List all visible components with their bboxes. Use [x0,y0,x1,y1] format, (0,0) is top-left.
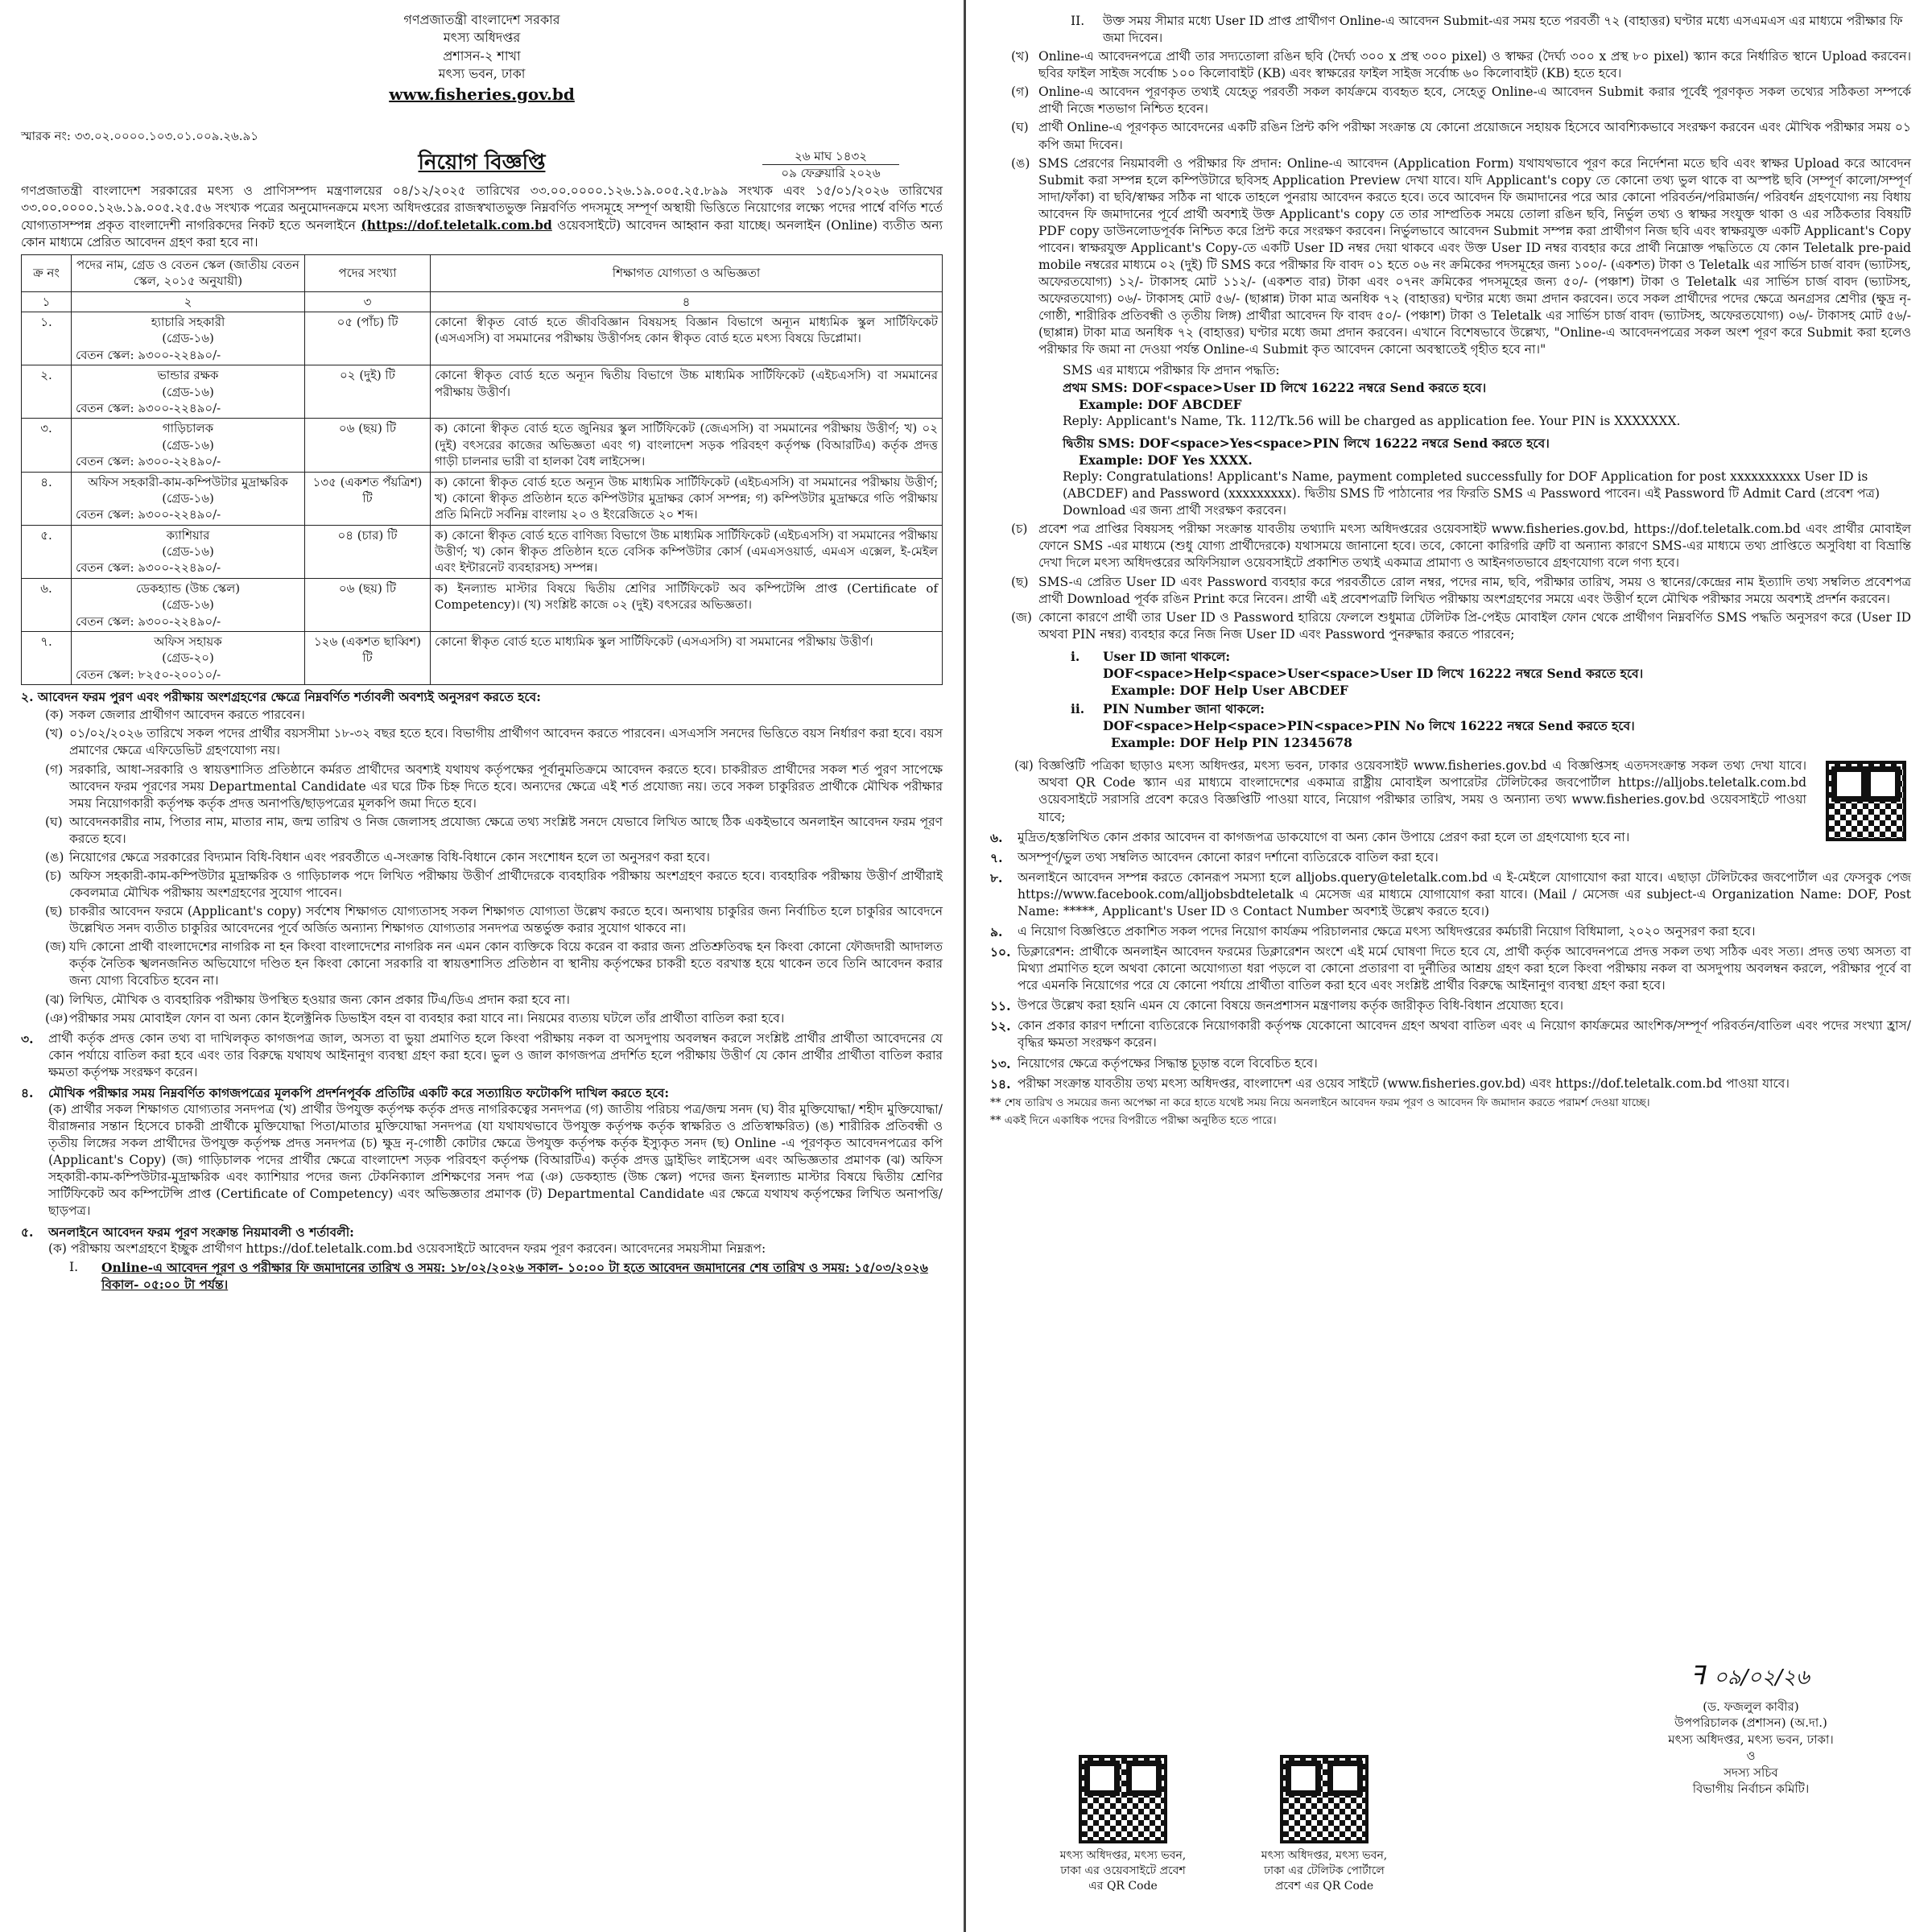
item-text: অফিস সহকারী-কাম-কম্পিউটার মুদ্রাক্ষরিক ও গাড়িচালক পদে লিখিত পরীক্ষায় উত্তীর্ণ প্রার্থীদেরকে ব্যবহারিক পরীক্ষায় অংশগ্রহণ করতে হবে। ব্যবহারিক পরীক্ষায় উত্তীর্ণ প্রার্থীরাই কেবলমাত্র মৌখিক পরীক্ষায় অংশগ্রহণের সুযোগ পাবেন। [69,868,943,901]
row-post [72,312,305,365]
item-text: অসম্পূর্ণ/ভুল তথ্য সম্বলিত আবেদন কোনো কারণ দর্শানো ব্যতিরেকে বাতিল করা হবে। [1018,849,1439,865]
row-count: ০৬ (ছয়) টি [305,419,431,472]
list-item [21,903,943,937]
section-2-heading: ২. আবেদন ফরম পুরণ এবং পরীক্ষায় অংশগ্রহণের ক্ষেত্রে নিম্নবর্ণিত শর্তাবলী অবশ্যই অনুসরণ করতে হবে: [21,689,541,705]
row-serial: ৪. [22,472,72,525]
signature-date: ০৯/০২/২৬ [1713,1666,1810,1690]
item-marker: (ছ) [1011,574,1029,589]
post-name: ক্যাশিয়ার [166,527,210,543]
row-post [72,578,305,631]
row-post [72,365,305,419]
th-qualification: শিক্ষাগত যোগ্যতা ও অভিজ্ঞতা [431,254,943,291]
row-count: ১৩৫ (একশত পঁয়ত্রিশ) টি [305,472,431,525]
list-item [21,992,943,1009]
section-5-ii-marker: II. [1071,14,1085,28]
header-website-link[interactable]: www.fisheries.gov.bd [389,84,575,104]
section-5-marker: ৫. [21,1224,34,1240]
item-marker: (জ) [1011,609,1032,625]
item-marker: (ঙ) [45,849,64,865]
recover-i-example: Example: DOF Help User ABCDEF [1111,682,1348,698]
row-serial: ৭. [22,632,72,685]
th-post: পদের নাম, গ্রেড ও বেতন স্কেল (জাতীয় বেতন স্কেল, ২০১৫ অনুযায়ী) [72,254,305,291]
row-post [72,632,305,685]
post-name: অফিস সহকারী-কাম-কম্পিউটার মুদ্রাক্ষরিক [88,474,288,489]
sms-first-reply: Reply: Applicant's Name, Tk. 112/Tk.56 will be charged as application fee. Your PIN is XXXXXXX. [1063,413,1681,428]
item-text: কোন প্রকার কারণ দর্শানো ব্যতিরেকে নিয়োগকারী কর্তৃপক্ষ যেকোনো আবেদন গ্রহণ অথবা বাতিল এবং এ নিয়োগ কার্যক্রমের আংশিক/সম্পূর্ণ পরিবর্তন/বাতিল এবং পদের সংখ্যা হ্রাস/বৃদ্ধির ক্ষমতা সংরক্ষণ করেন। [1018,1018,1911,1051]
signatory-role-1: সদস্য সচিব [1724,1765,1778,1780]
numbered-items [990,829,1911,1092]
section-3-text: প্রার্থী কর্তৃক প্রদত্ত কোন তথ্য বা দাখিলকৃত কাগজপত্র জাল, অসত্য বা ভুয়া প্রমাণিত হলে কিংবা পরীক্ষায় নকল বা অসদুপায় অবলম্বন করলে সংশ্লিষ্ট প্রার্থীর প্রার্থীতা আবেদনের যে কোন পর্যায়ে বাতিল করা হবে এবং তার বিরুদ্ধে যথাযথ আইনানুগ ব্যবস্থা গ্রহণ করা হবে। ভুল ও জাল কাগজপত্র প্রদর্শিত হলে পরীক্ষায় উত্তীর্ণ যে কোন প্রার্থীর প্রার্থীতা বাতিল করার ক্ষমতা কর্তৃপক্ষ সংরক্ষণ করেন। [48,1030,943,1080]
item-text: Online-এ আবেদনপত্রে প্রার্থী তার সদ্যতোলা রঙিন ছবি (দৈর্ঘ্য ৩০০ x প্রস্থ ৩০০ pixel) ও স্বাক্ষর (দৈর্ঘ্য ৩০০ x প্রস্থ ৮০ pixel) স্ক্যান করে নির্ধারিত স্থানে Upload করবেন। ছবির ফাইল সাইজ সর্বোচ্চ ১০০ কিলোবাইট (KB) এবং স্বাক্ষরের ফাইল সাইজ সর্বোচ্চ ৬০ কিলোবাইট (KB) হতে হবে। [1038,49,1911,81]
qr-website [1055,1755,1191,1894]
table-row [22,365,943,419]
signature-icon: ꟻ ০৯/০২/২৬ [1692,1660,1810,1690]
post-name: গাড়িচালক [162,421,214,436]
row-qualification: ক) কোনো স্বীকৃত বোর্ড হতে জুনিয়র স্কুল সার্টিফিকেট (জেএসসি) বা সমমানের পরীক্ষায় উত্তীর্ণ; খ) ০২ (দুই) বৎসরের কাজের অভিজ্ঞতা এবং গ) বাংলাদেশ সড়ক পরিবহণ কর্তৃপক্ষ (বিআরটিএ) কর্তৃক প্রদত্ত গাড়ী চালনার ভারী বা হালকা বৈধ লাইসেন্স। [431,419,943,472]
intro-tail: ওয়েবসাইটে) আবেদন আহ্বান করা যাচ্ছে। অনলাইন (Online) ব্যতীত অন্য কোন মাধ্যমে প্রেরিত আবেদন গ্রহণ করা হবে না। [21,217,943,250]
section-3 [21,1030,943,1081]
item-marker: (গ) [45,762,64,777]
signatory-office: মৎস্য অধিদপ্তর, মৎস্য ভবন, ঢাকা। [1668,1732,1834,1747]
list-item [990,997,1911,1014]
recover-i-command: DOF<space>Help<space>User<space>User ID লিখে 16222 নম্বরে Send করতে হবে। [1103,665,1644,681]
notice-page-right [966,0,1932,1932]
post-pay-scale: বেতন স্কেল: ৯৩০০-২২৪৯০/- [76,613,221,629]
intro-text: গণপ্রজাতন্ত্রী বাংলাদেশ সরকারের মৎস্য ও প্রাণিসম্পদ মন্ত্রণালয়ের ০৪/১২/২০২৫ তারিখের ৩৩.০০.০০০০.১২৬.১৯.০০৫.২৫.৮৯৯ সংখ্যক এবং ১৫/০১/২০২৬ তারিখের ৩৩.০০.০০০০.১২৬.১৯.০০৫.২৫.৫৬ সংখ্যক পত্রের অনুমোদনক্রমে মৎস্য অধিদপ্তরের রাজস্বখাতভুক্ত নিম্নবর্ণিত পদসমূহে সম্পূর্ণ অস্থায়ী ভিত্তিতে নিয়োগের লক্ষ্যে পদের পার্শ্বে বর্ণিত শর্তে যোগ্যতাসম্পন্ন প্রকৃত বাংলাদেশী নাগরিকদের নিকট হতে অনলাইনে [21,183,943,233]
recover-user-id [990,648,1911,699]
item-marker: (খ) [45,726,64,741]
list-item [990,521,1911,572]
item-text: চাকরীর আবেদন ফরমে (Applicant's copy) সর্বশেষ শিক্ষাগত যোগ্যতাসহ সকল শিক্ষাগত যোগ্যতা উল্লেখ করতে হবে। অন্যথায় চাকুরির জন্য নির্বাচিত হলে চাকুরির আবেদনে উল্লেখিত সনদ ব্যতীত চাকুরির আবেদনের পূর্বে অর্জিত অন্যান্য শিক্ষাগত যোগ্যতার সনদপত্র অন্তর্ভুক্ত করার সুযোগ থাকবে না। [69,904,943,936]
signatory-and: ও [1746,1748,1756,1764]
date-english: ০৯ ফেব্রুয়ারি ২০২৬ [781,166,881,181]
signatory-name: (ড. ফজলুল কাবীর) [1703,1699,1799,1714]
row-count: ১২৬ (একশত ছাব্বিশ) টি [305,632,431,685]
colnum-1: ১ [22,291,72,312]
item-text: পরীক্ষা সংক্রান্ত যাবতীয় তথ্য মৎস্য অধিদপ্তর, বাংলাদেশ এর ওয়েব সাইটে (www.fisheries.gov.bd) এবং https://dof.teletalk.com.bd পাওয়া যাবে। [1018,1075,1790,1091]
item-marker: ১০. [990,944,1011,960]
sms-second: দ্বিতীয় SMS: DOF<space>Yes<space>PIN লিখে 16222 নম্বরে Send করতে হবে। [1063,435,1550,451]
row-qualification: কোনো স্বীকৃত বোর্ড হতে অন্যূন দ্বিতীয় বিভাগে উচ্চ মাধ্যমিক সার্টিফিকেট (এইচএসসি) বা সমমানের পরীক্ষায় উত্তীর্ণ। [431,365,943,419]
table-row [22,578,943,631]
list-item [990,574,1911,608]
item-text: অনলাইনে আবেদন সম্পন্ন করতে কোনরূপ সমস্যা হলে alljobs.query@teletalk.com.bd এ ই-মেইলে যোগাযোগ করা যাবে। এছাড়া টেলিটকের জবপোর্টাল এর ফেসবুক পেজ https://www.facebook.com/alljobsbdteletalk এ মেসেজ এর মাধ্যমে যোগাযোগ করা যাবে। (Mail / মেসেজ এর subject-এ Organization Name: DOF, Post Name: *****, Applicant's User ID ও Contact Number অবশ্যই উল্লেখ করতে হবে।) [1018,869,1911,919]
item-marker: (খ) [1011,49,1030,64]
list-item [990,1018,1911,1051]
row-qualification: ক) ইনল্যান্ড মাস্টার বিষয়ে দ্বিতীয় শ্রেণির সার্টিফিকেট অব কম্পিটেন্সি প্রাপ্ত (Certificate of Competency)। (খ) সংশ্লিষ্ট কাজে ০২ (দুই) বৎসরের অভিজ্ঞতা। [431,578,943,631]
item-marker: ৬. [990,829,1003,845]
recover-ii-marker: ii. [1071,701,1085,717]
list-item [21,939,943,989]
table-colnum-row [22,291,943,312]
list-item [990,849,1911,866]
colnum-3: ৩ [305,291,431,312]
recover-pin [990,700,1911,751]
post-name: হ্যাচারি সহকারী [151,314,225,329]
row-count: ০২ (দুই) টি [305,365,431,419]
post-pay-scale: বেতন স্কেল: ৮২৫০-২০০১০/- [76,667,221,682]
item-marker: (ছ) [45,904,63,919]
item-text: লিখিত, মৌখিক ও ব্যবহারিক পরীক্ষায় উপস্থিত হওয়ার জন্য কোন প্রকার টিএ/ডিএ প্রদান করা হবে না। [69,992,570,1007]
section-4-marker: ৪. [21,1084,34,1100]
memo-number: স্মারক নং: ৩৩.০২.০০০০.১০৩.০১.০০৯.২৬.৯১ [21,128,259,143]
item-marker: ১৩. [990,1055,1011,1071]
footnote-1: ** শেষ তারিখ ও সময়ের জন্য অপেক্ষা না করে হাতে যথেষ্ট সময় নিয়ে অনলাইনে আবেদন ফরম পূরণ ও আবেদন ফি জমাদান করতে পরামর্শ দেওয়া যাচ্ছে। [990,1096,1650,1109]
th-count: পদের সংখ্যা [305,254,431,291]
row-qualification: কোনো স্বীকৃত বোর্ড হতে জীববিজ্ঞান বিষয়সহ বিজ্ঞান বিভাগে অন্যূন মাধ্যমিক স্কুল সার্টিফিকেট (এসএসসি) বা সমমানের পরীক্ষায় উত্তীর্ণসহ কোন স্বীকৃত বোর্ড হতে মৎস্য বিষয়ে ডিপ্লোমা। [431,312,943,365]
th-serial: ক্র নং [22,254,72,291]
post-grade: (গ্রেড-১৬) [162,597,214,613]
list-item [990,829,1911,846]
item-marker: (ঘ) [1011,120,1029,135]
signatory-role-2: বিভাগীয় নির্বাচন কমিটি। [1692,1781,1810,1796]
list-item [21,814,943,848]
item-jh-marker: (ঝ) [1014,758,1034,774]
table-row [22,419,943,472]
notice-dates [762,148,899,182]
colnum-4: ৪ [431,291,943,312]
footnote-2: ** একই দিনে একাধিক পদের বিপরীতে পরীক্ষা অনুষ্ঠিত হতে পারে। [990,1114,1277,1128]
section-5-items-b [990,521,1911,643]
posts-table [21,254,943,685]
qr-teletalk-caption: মৎস্য অধিদপ্তর, মৎস্য ভবন, ঢাকা এর টেলিটক পোর্টালে প্রবেশ এর QR Code [1261,1849,1388,1893]
list-item [21,849,943,866]
list-item [990,119,1911,153]
notice-title: নিয়োগ বিজ্ঞপ্তি [418,151,546,175]
item-text: ০১/০২/২০২৬ তারিখে সকল পদের প্রার্থীর বয়সসীমা ১৮-৩২ বছর হতে হবে। বিভাগীয় প্রার্থীগণ আবেদন করতে পারবেন। এসএসসি সনদের ভিত্তিতে বয়স নির্ধারণ করা হবে। বয়স প্রমাণের ক্ষেত্রে এফিডেভিট গ্রহণযোগ্য নয়। [69,726,943,758]
section-2-items [21,707,943,1026]
item-text: SMS-এ প্রেরিত User ID এবং Password ব্যবহার করে পরবর্তীতে রোল নম্বর, পদের নাম, ছবি, পরীক্ষার তারিখ, সময় ও স্থানের/কেন্দ্রের নাম ইত্যাদি তথ্য সম্বলিত প্রবেশপত্র প্রার্থী Download পূর্বক রঙিন Print করে নিবেন। প্রার্থী এই প্রবেশপত্রটি লিখিত পরীক্ষায় অংশগ্রহণের সময়ে এবং উত্তীর্ণ হলে মৌখিক পরীক্ষার সময়ে অবশ্যই প্রদর্শন করবেন। [1038,574,1911,606]
posts-table-body [22,312,943,684]
row-serial: ২. [22,365,72,419]
post-name: ভান্ডার রক্ষক [157,368,219,383]
row-post [72,525,305,578]
section-5-i-marker: I. [69,1259,79,1274]
table-header-row [22,254,943,291]
row-post [72,472,305,525]
item-jh-text: বিজ্ঞপ্তিটি পত্রিকা ছাড়াও মৎস্য অধিদপ্তর, মৎস্য ভবন, ঢাকার ওয়েবসাইট www.fisheries.gov.bd এ বিজ্ঞপ্তিসহ এতদসংক্রান্ত সকল তথ্য দেখা যাবে। অথবা QR Code স্ক্যান এর মাধ্যমে বাংলাদেশের একমাত্র রাষ্ট্রীয় মোবাইল অপারেটর টেলিটকের জবপোর্টাল https://alljobs.teletalk.com.bd ওয়েবসাইটে সরাসরি প্রবেশ করেও বিজ্ঞপ্তিটি পাওয়া যাবে, নিয়োগ পরীক্ষার তারিখ, সময় ও অন্যান্য তথ্য www.fisheries.gov.bd ওয়েবসাইটে পাওয়া যাবে; [1038,758,1806,824]
post-grade: (গ্রেড-১৬) [162,437,214,452]
item-marker: ১৪. [990,1075,1011,1092]
item-text: নিয়োগের ক্ষেত্রে কর্তৃপক্ষের সিদ্ধান্ত চূড়ান্ত বলে বিবেচিত হবে। [1018,1055,1318,1071]
item-text: নিয়োগের ক্ষেত্রে সরকারের বিদ্যমান বিধি-বিধান এবং পরবর্তীতে এ-সংক্রান্ত বিধি-বিধানে কোন সংশোধন হলে তা অনুসরণ করা হবে। [69,849,710,865]
item-text: প্রার্থী Online-এ পূরণকৃত আবেদনের একটি রঙিন প্রিন্ট কপি পরীক্ষা সংক্রান্ত যে কোনো প্রয়োজনে সহায়ক হিসেবে আবশ্যিকভাবে সংরক্ষণ করবেন এবং মৌখিক পরীক্ষার সময় ০১ কপি জমা দিবেন। [1038,120,1911,152]
post-grade: (গ্রেড-১৬) [162,490,214,506]
list-item [990,869,1911,920]
section-5-heading: অনলাইনে আবেদন ফরম পূরণ সংক্রান্ত নিয়মাবলী ও শর্তাবলী: [48,1224,354,1240]
sms-first-example: Example: DOF ABCDEF [1079,396,1242,412]
item-marker: ৭. [990,849,1003,865]
row-count: ০৬ (ছয়) টি [305,578,431,631]
list-item [21,868,943,902]
item-text: পরীক্ষার সময় মোবাইল ফোন বা অন্য কোন ইলেক্ট্রনিক ডিভাইস বহন বা ব্যবহার করা যাবে না। নিয়মের ব্যত্যয় ঘটলে তাঁর প্রার্থীতা বাতিল করা হবে। [69,1010,785,1026]
section-3-marker: ৩. [21,1030,34,1046]
row-post [72,419,305,472]
post-name: ডেকহ্যান্ড (উচ্চ স্কেল) [135,580,241,596]
table-row [22,632,943,685]
section-2 [21,688,943,1026]
list-item [990,609,1911,643]
office-header [21,11,943,105]
item-marker: (চ) [45,868,62,883]
item-text: এ নিয়োগ বিজ্ঞপ্তিতে প্রকাশিত সকল পদের নিয়োগ কার্যক্রম পরিচালনার ক্ষেত্রে মৎস্য অধিদপ্তরের কর্মচারী নিয়োগ বিধিমালা, ২০২০ অনুসরণ করা হবে। [1018,923,1756,939]
item-text: কোনো কারণে প্রার্থী তার User ID ও Password হারিয়ে ফেললে শুধুমাত্র টেলিটক প্রি-পেইড মোবাইল ফোন থেকে প্রার্থীগণ নিম্নবর্ণিত SMS পদ্ধতি অনুসরণ করে (User ID অথবা PIN নম্বর) ব্যবহার করে নিজ নিজ User ID এবং Password পুনরুদ্ধার করতে পারবেন; [1038,609,1911,642]
list-item [990,1075,1911,1092]
recover-ii-example: Example: DOF Help PIN 12345678 [1111,735,1352,751]
post-grade: (গ্রেড-১৬) [162,384,214,399]
item-jh [990,758,1911,825]
sms-first: প্রথম SMS: DOF<space>User ID লিখে 16222 নম্বরে Send করতে হবে। [1063,379,1487,395]
section-4-heading: মৌখিক পরীক্ষার সময় নিম্নবর্ণিত কাগজপত্রের মূলকপি প্রদর্শনপূর্বক প্রতিটির একটি করে সত্যায়িত ফটোকপি দাখিল করতে হবে: [48,1084,670,1100]
sms-second-example: Example: DOF Yes XXXX. [1079,452,1253,468]
table-row [22,472,943,525]
post-grade: (গ্রেড-২০) [162,650,214,666]
header-branch: প্রশাসন-২ শাখা [443,47,521,64]
header-department: মৎস্য অধিদপ্তর [443,30,521,46]
item-marker: (ঞ) [45,1010,68,1026]
row-serial: ৩. [22,419,72,472]
item-marker: ১১. [990,998,1011,1014]
row-count: ০৪ (চার) টি [305,525,431,578]
section-5-i-text: Online-এ আবেদন পূরণ ও পরীক্ষার ফি জমাদানের তারিখ ও সময়: ১৮/০২/২০২৬ সকাল- ১০:০০ টা হতে আবেদন জমাদানের শেষ তারিখ ও সময়: ১৫/০৩/২০২৬ বিকাল- ০৫:০০ টা পর্যন্ত। [101,1259,928,1292]
sms-heading: SMS এর মাধ্যমে পরীক্ষার ফি প্রদান পদ্ধতি: [1063,362,1280,378]
sms-procedure [990,362,1911,520]
section-5-k: (ক) পরীক্ষায় অংশগ্রহণে ইচ্ছুক প্রার্থীগণ https://dof.teletalk.com.bd ওয়েবসাইটে আবেদন ফরম পূরণ করবেন। আবেদনের সময়সীমা নিম্নরূপ: [48,1241,766,1256]
item-text: যদি কোনো প্রার্থী বাংলাদেশের নাগরিক না হন কিংবা বাংলাদেশের নাগরিক নন এমন কোন ব্যক্তিকে বিয়ে করেন বা করার জন্য প্রতিশ্রুতিবদ্ধ হন কিংবা কোনো ফৌজদারী আদালত কর্তৃক নৈতিক স্খলনজনিত অভিযোগে দণ্ডিত হন কিংবা কোনো সরকারি বা স্বায়ত্তশাসিত প্রতিষ্ঠান বা স্থানীয় কর্তৃপক্ষের চাকরী হতে বরখাস্ত হয়ে থাকেন তবে তিনি আবেদন করার জন্য যোগ্য বিবেচিত হবেন না। [69,939,943,989]
intro-teletalk-link[interactable]: (https://dof.teletalk.com.bd [361,217,552,233]
post-pay-scale: বেতন স্কেল: ৯৩০০-২২৪৯০/- [76,400,221,415]
recover-i-marker: i. [1071,648,1080,664]
section-5-ii-text: উক্ত সময় সীমার মধ্যে User ID প্রাপ্ত প্রার্থীগণ Online-এ আবেদন Submit-এর সময় হতে পরবর্তী ৭২ (বাহাত্তর) ঘণ্টার মধ্যে এসএমএস এর মাধ্যমে পরীক্ষার ফি জমা দিবেন। [1103,14,1903,46]
item-text: ডিক্লারেশন: প্রার্থীকে অনলাইন আবেদন ফরমের ডিক্লারেশন অংশে এই মর্মে ঘোষণা দিতে হবে যে, প্রার্থী কর্তৃক আবেদনপত্রে প্রদত্ত সকল তথ্য সঠিক এবং সত্য। প্রদত্ত তথ্য অসত্য বা মিথ্যা প্রমাণিত হলে অথবা কোনো অযোগ্যতা ধরা পড়লে বা কোনো প্রতারণা বা দুর্নীতির আশ্রয় গ্রহণ করা হলে কিংবা পরীক্ষায় নকল বা অসদুপায় অবলম্বন করলে, পরীক্ষার পূর্বে বা পরে এমনকি নিয়োগের পরে যে কোনো পর্যায়ে প্রার্থীতা বাতিল করা হবে এবং সংশ্লিষ্ট প্রার্থীর বিরুদ্ধে আইনানুগ ব্যবস্থা গ্রহণ করা হবে। [1018,944,1911,993]
list-item [990,1055,1911,1072]
sms-second-reply: Reply: Congratulations! Applicant's Name, payment completed successfully for DOF Application for post xxxxxxxxxx User ID is (ABCDEF) and Password (xxxxxxxxx). দ্বিতীয় SMS টি পাঠানোর পর ফিরতি SMS এ Password পাবেন। এই Password টি Admit Card (প্রবেশ পত্র) Download এর জন্য প্রার্থী সংরক্ষণ করবেন। [1063,469,1880,518]
section-5-ii [990,13,1911,47]
post-grade: (গ্রেড-১৬) [162,331,214,346]
recover-ii-heading: PIN Number জানা থাকলে: [1103,701,1265,717]
post-pay-scale: বেতন স্কেল: ৯৩০০-২২৪৯০/- [76,454,221,469]
signature-block [1618,1658,1884,1797]
recover-ii-command: DOF<space>Help<space>PIN<space>PIN No লিখে 16222 নম্বরে Send করতে হবে। [1103,718,1635,734]
item-text: Online-এ আবেদন পূরণকৃত তথ্যই যেহেতু পরবর্তী সকল কার্যক্রমে ব্যবহৃত হবে, সেহেতু Online-এ আবেদন Submit করার পূর্বেই পূরণকৃত সকল তথ্যের সঠিকতা সম্পর্কে প্রার্থী নিজে শতভাগ নিশ্চিত হবেন। [1038,85,1911,117]
qr-teletalk [1256,1755,1393,1894]
item-text: SMS প্রেরণের নিয়মাবলী ও পরীক্ষার ফি প্রদান: Online-এ আবেদন (Application Form) যথাযথভাবে পূরণ করে নির্দেশনা মতে ছবি এবং স্বাক্ষর Upload করে আবেদন Submit করা সম্পন্ন হলে কম্পিউটারে ছবিসহ Application Preview দেখা যাবে। যদি Applicant's copy তে কোনো তথ্য ভুল থাকে বা অস্পষ্ট ছবি (সম্পূর্ণ কালো/সম্পূর্ণ সাদা/ফাঁকা) বা ছবি/স্বাক্ষর সঠিক না থাকে তাহলে পুনরায় আবেদন করতে হবে। তবে আবেদন ফি জমাদানের পরে আর কোনো পরিবর্তন/পরিমার্জন/ পরিবর্ধন গ্রহণযোগ্য নয় বিধায় আবেদন ফি জমাদানের পূর্বে প্রার্থী অবশ্যই উক্ত Applicant's copy তে তার সাম্প্রতিক সময়ে তোলা রঙিন ছবি, নির্ভুল তথ্য ও স্বাক্ষর সংযুক্ত থাকা ও এর সঠিকতার বিষয়টি PDF copy ডাউনলোডপূর্বক নিশ্চিত করে প্রিন্ট করে সংরক্ষণ করবেন। নির্ভুলভাবে আবেদন Submit সম্পন্ন করা প্রার্থীগণ নিজ ছবি এবং স্বাক্ষরযুক্ত একটি Applicant's Copy পাবেন। স্বাক্ষরযুক্ত Applicant's Copy-তে একটি User ID নম্বর দেয়া থাকবে এবং উক্ত User ID নম্বর ব্যবহার করে প্রার্থী নিম্নোক্ত পদ্ধতিতে যে কোন Teletalk pre-paid mobile নম্বরের মাধ্যমে ০২ (দুই) টি SMS করে পরীক্ষার ফি বাবদ ০১ হতে ০৬ নং ক্রমিকের পদসমূহের জন্য ১০০/- (একশত) টাকা ও Teletalk এর সার্ভিস চার্জ বাবদ (ভ্যাটসহ, অফেরতযোগ্য) ১২/- টাকাসহ মোট ১১২/- (একশত বার) টাকা এবং ০৭নং ক্রমিকের পদসমূহের জন্য ৫০/- (পঞ্চাশ) টাকা ও Teletalk এর সার্ভিস চার্জ বাবদ (ভ্যাটসহ, অফেরতযোগ্য) ০৬/- টাকাসহ মোট ৫৬/- (ছাপ্পান্ন) টাকা মাত্র অনধিক ৭২ (বাহাত্তর) ঘণ্টার মধ্যে জমা প্রদান করবেন। তবে সকল প্রার্থীদের পদের ক্ষেত্রে অনগ্রসর শ্রেণীর (ক্ষুদ্র নৃ-গোষ্ঠী, শারীরিক প্রতিবন্ধী ও তৃতীয় লিঙ্গ) প্রার্থীরা আবেদন ফি বাবদ ৫০/- (পঞ্চাশ) টাকা ও Teletalk এর সার্ভিস চার্জ বাবদ (ভ্যাটসহ, অফেরতযোগ্য) ০৬/- টাকাসহ মোট ৫৬/- (ছাপ্পান্ন) টাকা মাত্র অনধিক ৭২ (বাহাত্তর) ঘণ্টার মধ্যে জমা প্রদান করবেন। এখানে বিশেষভাবে উল্লেখ্য, "Online-এ আবেদনপত্রের সকল অংশ পূরণ করে Submit করা হলেও পরীক্ষার ফি জমা না দেওয়া পর্যন্ত Online-এ Submit কৃত আবেদন কোনো অবস্থাতেই গৃহীত হবে না।" [1038,155,1911,357]
row-serial: ৫. [22,525,72,578]
list-item [990,155,1911,359]
section-4-body: (ক) প্রার্থীর সকল শিক্ষাগত যোগ্যতার সনদপত্র (খ) প্রার্থীর উপযুক্ত কর্তৃপক্ষ কর্তৃক প্রদত্ত নাগরিকত্বের সনদপত্র (গ) জাতীয় পরিচয় পত্র/জন্ম সনদ (ঘ) বীর মুক্তিযোদ্ধা/ শহীদ মুক্তিযোদ্ধা/ বীরাঙ্গনার সন্তান হিসেবে চাকরী প্রার্থীকে মুক্তিযোদ্ধা পিতা/মাতার মুক্তিযোদ্ধা সনদপত্র (যা যথাযথভাবে উপযুক্ত কর্তৃপক্ষ কর্তৃক স্বাক্ষরিত ও প্রতিস্বাক্ষরিত) (ঙ) শারীরিক প্রতিবন্ধী ও তৃতীয় লিঙ্গের সকল প্রার্থীদের উপযুক্ত কর্তৃপক্ষ প্রদত্ত সনদপত্র (চ) ক্ষুদ্র নৃ-গোষ্ঠী কোটার ক্ষেত্রে উপযুক্ত কর্তৃপক্ষ কর্তৃক ইস্যুকৃত সনদ (ছ) Online -এ পূরণকৃত আবেদনপত্রের কপি (Applicant's Copy) (জ) গাড়িচালক পদের প্রার্থীর ক্ষেত্রে বাংলাদেশ সড়ক পরিবহণ কর্তৃপক্ষ (বিআরটিএ) কর্তৃক প্রদত্ত ড্রাইভিং লাইসেন্স এবং অভিজ্ঞতার প্রমাণক (ঝ) অফিস সহকারী-কাম-কম্পিউটার-মুদ্রাক্ষরিক এবং ক্যাশিয়ার পদের জন্য টেকনিক্যাল প্রশিক্ষণের সনদ পত্র (ঞ) ডেকহ্যান্ড (উচ্চ স্কেল) পদের জন্য ইনল্যান্ড মাস্টার বিষয়ে দ্বিতীয় শ্রেণির সার্টিফিকেট অব কম্পিটেন্সি প্রাপ্ত (Certificate of Competency) এবং অভিজ্ঞতার প্রমাণক (ট) Departmental Candidate এর ক্ষেত্রে যথাযথ কর্তৃপক্ষের লিখিত অনাপত্তি/ছাড়পত্র। [48,1101,943,1219]
row-serial: ১. [22,312,72,365]
list-item [21,1010,943,1027]
row-count: ০৫ (পাঁচ) টি [305,312,431,365]
item-text: আবেদনকারীর নাম, পিতার নাম, মাতার নাম, জন্ম তারিখ ও নিজ জেলাসহ প্রযোজ্য ক্ষেত্রে তথ্য সংশ্লিষ্ট সনদে যেভাবে লিখিত আছে ঠিক একইভাবে অনলাইন আবেদন ফরম পূরণ করতে হবে। [69,814,943,846]
item-text: সকল জেলার প্রার্থীগণ আবেদন করতে পারবেন। [69,708,305,723]
item-marker: (ঘ) [45,814,63,829]
signatory-title: উপপরিচালক (প্রশাসন) (অ.দা.) [1674,1715,1827,1731]
qr-teletalk-icon[interactable] [1280,1755,1368,1843]
header-address: মৎস্য ভবন, ঢাকা [438,66,526,82]
section-4 [21,1084,943,1101]
list-item [990,923,1911,940]
item-marker: (ক) [45,708,64,723]
intro-paragraph [21,183,943,251]
item-marker: (জ) [45,939,66,955]
colnum-2: ২ [72,291,305,312]
row-qualification: ক) কোনো স্বীকৃত বোর্ড হতে বাণিজ্য বিভাগে উচ্চ মাধ্যমিক সার্টিফিকেট (এইচএসসি) বা সমমানের পরীক্ষায় উত্তীর্ণ; খ) কোন স্বীকৃত প্রতিষ্ঠান হতে বেসিক কম্পিউটার কোর্স (এমএসওয়ার্ড, এমএস এক্সেল, ই-মেইল এবং ইন্টারনেট ব্যবহারসহ) সম্পন্ন। [431,525,943,578]
qr-website-caption: মৎস্য অধিদপ্তর, মৎস্য ভবন, ঢাকা এর ওয়েবসাইটে প্রবেশ এর QR Code [1059,1849,1187,1893]
section-5-items-a [990,48,1911,358]
item-marker: (ঝ) [45,992,64,1007]
item-marker: ১২. [990,1018,1011,1034]
table-row [22,525,943,578]
item-marker: ৯. [990,923,1003,939]
list-item [990,943,1911,994]
table-row [22,312,943,365]
list-item [21,725,943,759]
item-marker: ৮. [990,869,1003,886]
post-name: অফিস সহায়ক [154,634,222,650]
post-pay-scale: বেতন স্কেল: ৯৩০০-২২৪৯০/- [76,560,221,576]
row-serial: ৬. [22,578,72,631]
section-5-i [21,1259,943,1293]
row-qualification: ক) কোনো স্বীকৃত বোর্ড হতে অন্যূন উচ্চ মাধ্যমিক সার্টিফিকেট (এইচএসসি) বা সমমানের পরীক্ষায় উত্তীর্ণ; খ) কোনো স্বীকৃত প্রতিষ্ঠান হতে কম্পিউটার মুদ্রাক্ষর কোর্স সম্পন্ন; গ) কম্পিউটার মুদ্রাক্ষরে গতি পরীক্ষায় প্রতি মিনিটে সর্বনিম্ন বাংলায় ২০ ও ইংরেজিতে ২০ শব্দ। [431,472,943,525]
post-pay-scale: বেতন স্কেল: ৯৩০০-২২৪৯০/- [76,507,221,522]
item-text: উপরে উল্লেখ করা হয়নি এমন যে কোনো বিষয়ে জনপ্রশাসন মন্ত্রণালয় কর্তৃক জারীকৃত বিধি-বিধান প্রযোজ্য হবে। [1018,998,1564,1013]
post-pay-scale: বেতন স্কেল: ৯৩০০-২২৪৯০/- [76,347,221,362]
list-item [21,762,943,812]
header-govt: গণপ্রজাতন্ত্রী বাংলাদেশ সরকার [403,12,560,27]
item-marker: (ঙ) [1011,155,1030,171]
item-marker: (গ) [1011,85,1030,100]
qr-website-icon[interactable] [1079,1755,1167,1843]
item-marker: (চ) [1011,522,1028,537]
item-text: মুদ্রিত/হস্তলিখিত কোন প্রকার আবেদন বা কাগজপত্র ডাকযোগে বা অন্য কোন উপায়ে প্রেরণ করা হলে তা গ্রহণযোগ্য হবে না। [1018,829,1630,844]
post-grade: (গ্রেড-১৬) [162,544,214,559]
row-qualification: কোনো স্বীকৃত বোর্ড হতে মাধ্যমিক স্কুল সার্টিফিকেট (এসএসসি) বা সমমানের পরীক্ষায় উত্তীর্ণ। [431,632,943,685]
item-text: সরকারি, আধা-সরকারি ও স্বায়ত্তশাসিত প্রতিষ্ঠানে কর্মরত প্রার্থীদের অবশ্যই যথাযথ কর্তৃপক্ষের পূর্বানুমতিক্রমে আবেদন করতে হবে। চাকরীরত প্রার্থীদের সকল শর্ত পুরণ সাপেক্ষে আবেদন ফরম পূরণের সময় Departmental Candidate এর ঘরে টিক চিহ্ন দিতে হবে। অন্যদের ক্ষেত্রে এই শর্ত প্রযোজ্য নয়। তবে সকল চাকুরিরত প্রার্থীকে মৌখিক পরীক্ষার সময় নিয়োগকারী কর্তৃপক্ষ কর্তৃক প্রদত্ত অনাপত্তি/ছাড়পত্রের মূলকপি জমা দিতে হবে। [69,762,943,811]
item-text: প্রবেশ পত্র প্রাপ্তির বিষয়সহ পরীক্ষা সংক্রান্ত যাবতীয় তথ্যাদি মৎস্য অধিদপ্তরের ওয়েবসাইট www.fisheries.gov.bd, https://dof.teletalk.com.bd এবং প্রার্থীর মোবাইল ফোনে SMS -এর মাধ্যমে (শুধু যোগ্য প্রার্থীদেরকে) যথাসময়ে জানানো হবে। তবে, কোনো কারিগরি ত্রুটি বা অন্যান্য কারণে SMS-এর মাধ্যমে তথ্য প্রাপ্তিতে অসুবিধা বা বিভ্রান্তি দেখা দিলে মৎস্য অধিদপ্তরের অফিসিয়াল ওয়েবসাইটে প্রকাশিত তথ্যই একমাত্র প্রামাণ্য ও আইনগতভাবে গ্রহণযোগ্য বলে গণ্য হবে। [1038,522,1911,571]
list-item [21,707,943,724]
list-item [990,84,1911,118]
qr-code-icon[interactable] [1826,761,1906,841]
recover-i-heading: User ID জানা থাকলে: [1103,648,1231,664]
section-5 [21,1224,943,1241]
date-bangla: ২৬ মাঘ ১৪৩২ [762,148,899,165]
list-item [990,48,1911,82]
